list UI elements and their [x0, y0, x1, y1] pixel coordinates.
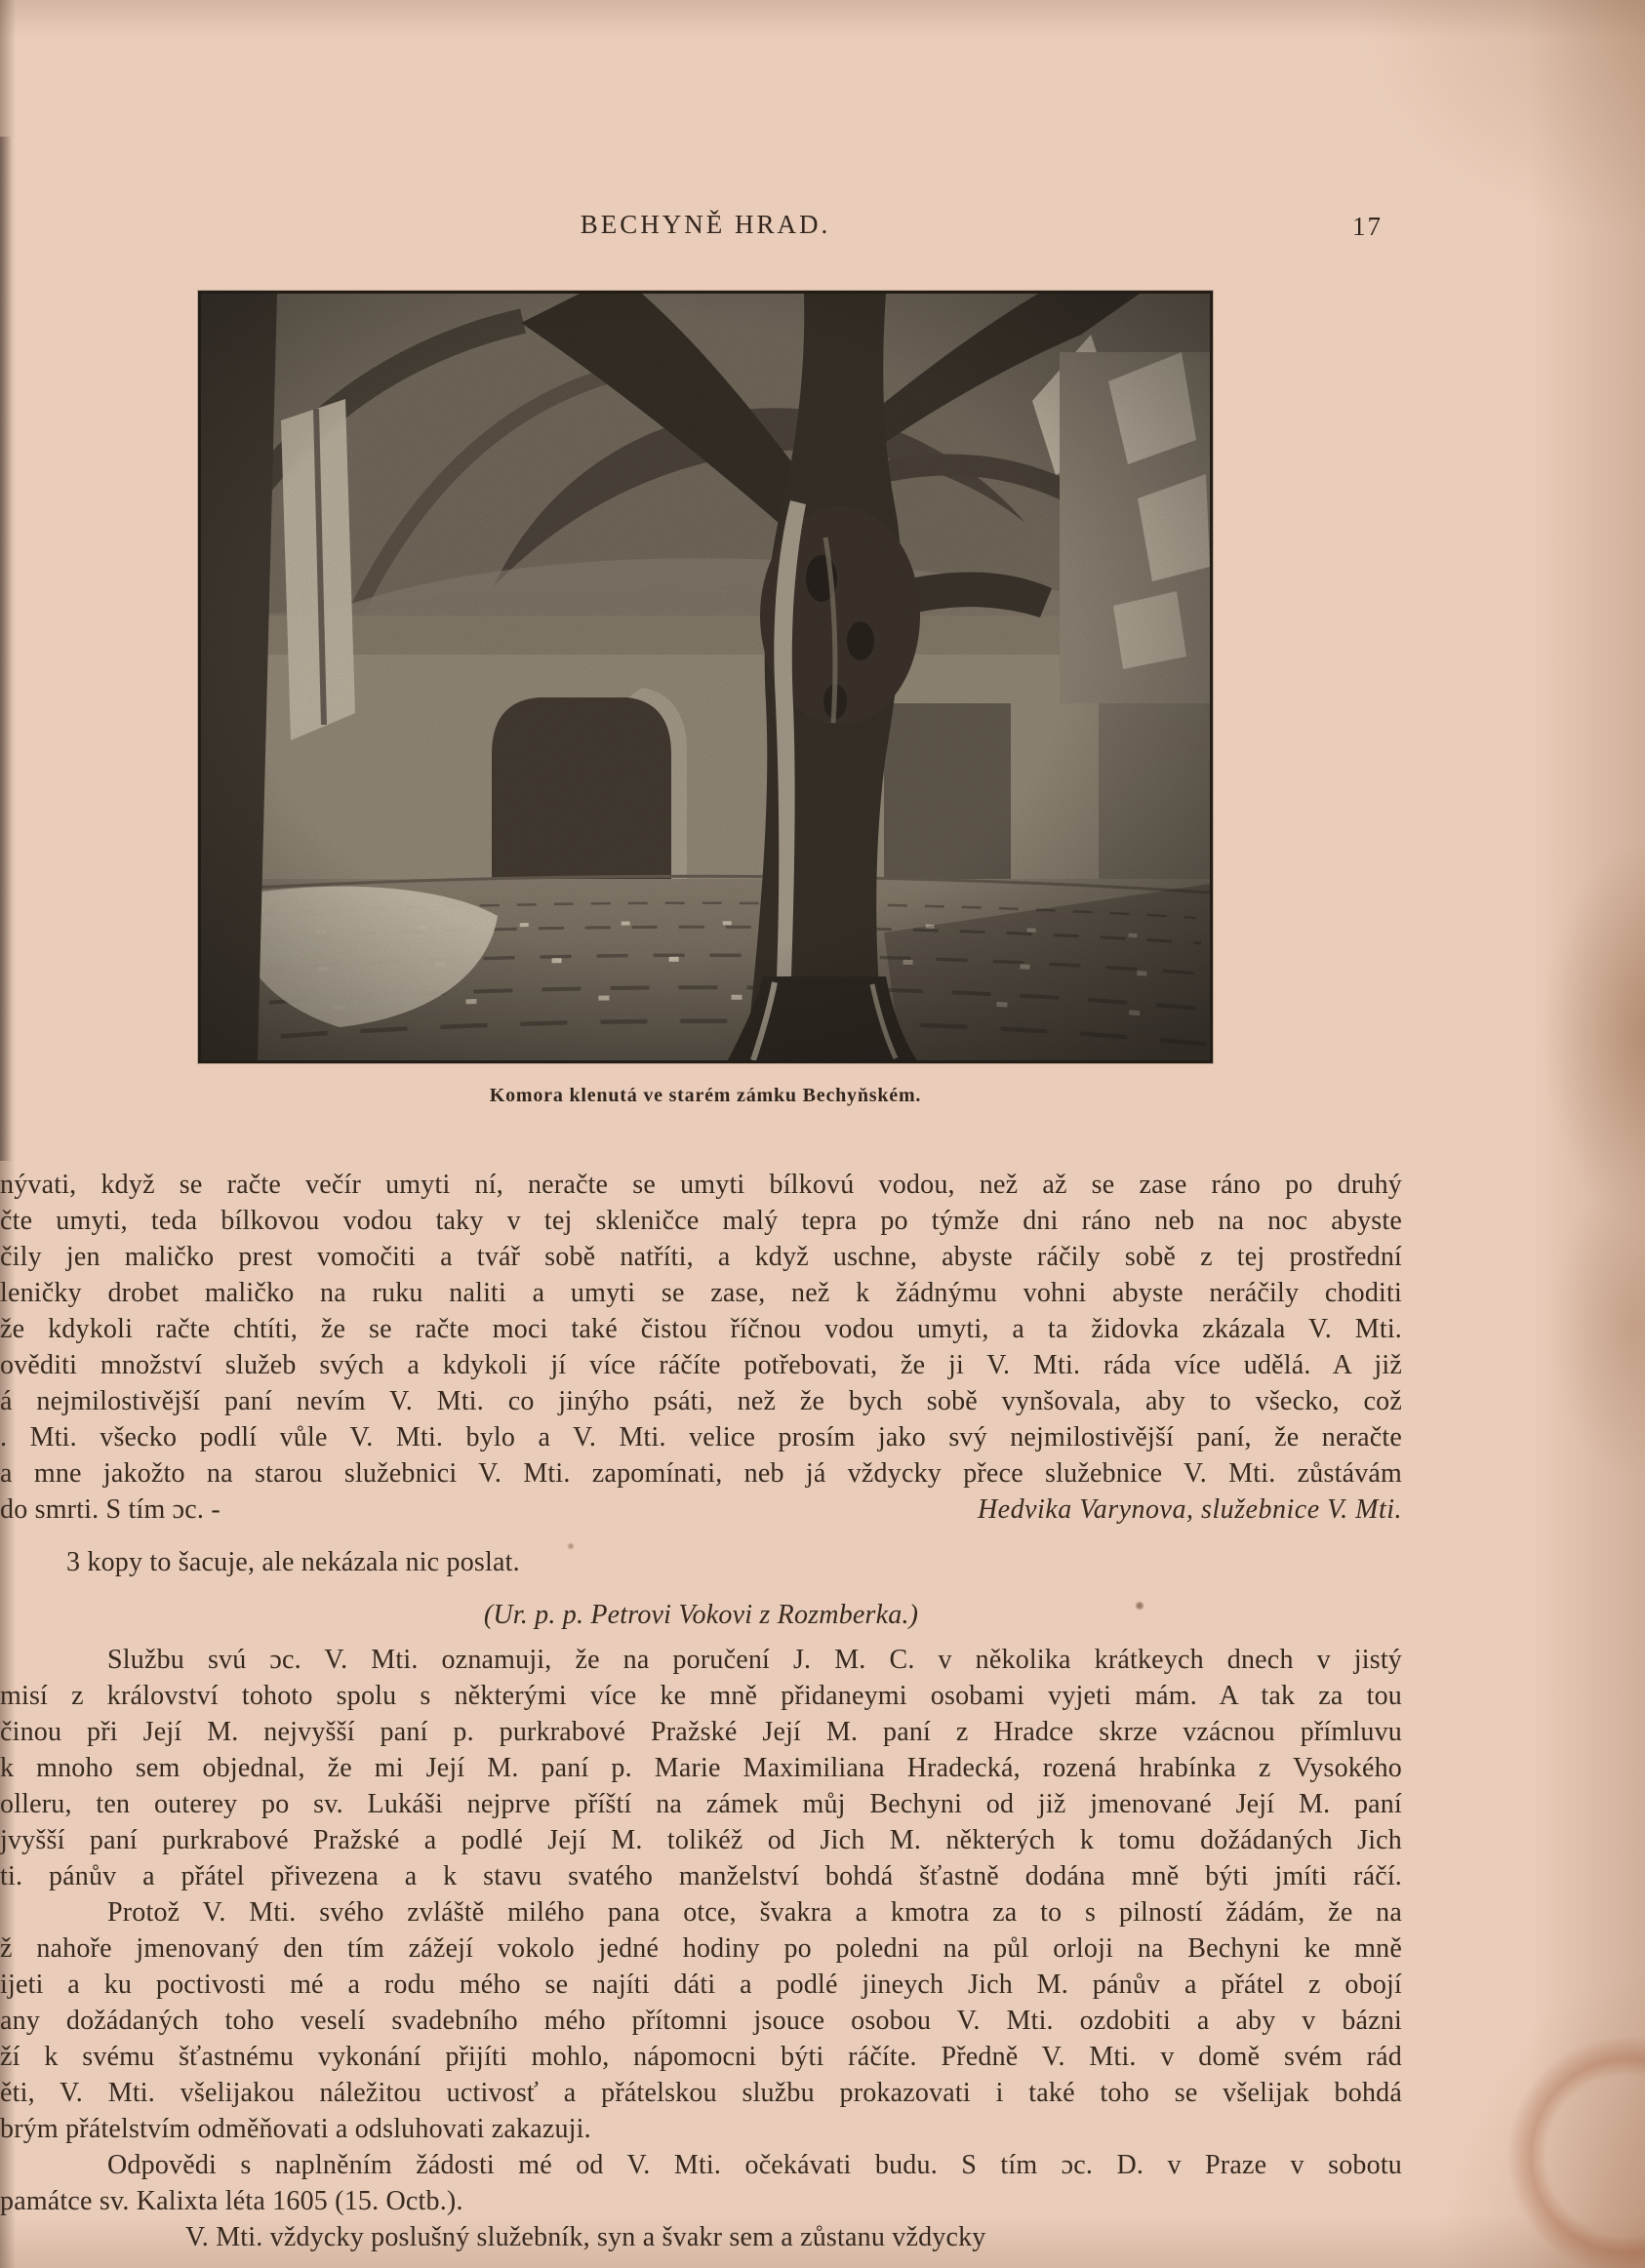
text-line-28: památce sv. Kalixta léta 1605 (15. Octb.).	[0, 2186, 463, 2216]
text-line-18: jvyšší paní purkrabové Pražské a podlé Její M. tolikéž od Jich M. některých k tomu dožádaných Jich	[0, 1825, 1402, 1855]
text-line-1: nývati, když se račte večír umyti ní, neračte se umyti bílkovú vodou, než až se zase ráno po druhý	[0, 1170, 1402, 1200]
text-line-16: k mnoho sem objednal, že mi Její M. paní p. Marie Maximiliana Hradecká, rozená hrabínka z Vysokého	[0, 1753, 1402, 1783]
text-line-2: čte umyti, teda bílkovou vodou taky v tej skleničce malý tepra po týmže dni ráno neb na noc abyste	[0, 1206, 1402, 1236]
text-line-23: any dožádaných toho veselí svadebního mého přítomni jsouce osobou V. Mti. ozdobiti a aby v bázni	[0, 2006, 1402, 2036]
closing-phrase: do smrti. S tím ɔc. -	[0, 1494, 221, 1525]
text-line-26: brým přátelstvím odměňovati a odsluhovati zakazuji.	[0, 2114, 591, 2144]
text-line-11: 3 kopy to šacuje, ale nekázala nic poslat.	[66, 1547, 520, 1577]
figure-caption: Komora klenutá ve starém zámku Bechyňském.	[489, 1085, 922, 1106]
text-line-20: Protož V. Mti. svého zvláště milého pana otce, švakra a kmotra za to s pilností žádám, že na	[107, 1897, 1402, 1928]
text-line-21: ž nahoře jmenovaný den tím zážejí vokolo jedné hodiny po poledni na půl orloji na Bechyni ke mně	[0, 1933, 1402, 1964]
page-header-title: BECHYNĚ HRAD.	[580, 210, 831, 239]
text-line-22: ijeti a ku poctivosti mé a rodu mého se najíti dáti a podlé jineych Jich M. pánův a přátel z obojí	[0, 1970, 1402, 2000]
text-line-29: V. Mti. vždycky poslušný služebník, syn a švakr sem a zůstanu vždycky	[185, 2222, 986, 2252]
text-line-7: á nejmilostivější paní nevím V. Mti. co jinýho psáti, než že bych sobě vynšovala, aby to všecko, což	[0, 1386, 1402, 1416]
text-line-27: Odpovědi s naplněním žádosti mé od V. Mti. očekávati budu. S tím ɔc. D. v Praze v sobotu	[107, 2150, 1402, 2180]
body-text	[0, 1167, 1402, 2255]
figure-frame	[198, 291, 1213, 1063]
text-line-19: ti. pánův a přátel přivezena a k stavu svatého manželství bohdá šťastně dodána mně býti jmíti ráčí.	[0, 1861, 1402, 1891]
text-line-5: že kdykoli račte chtíti, že se račte moci také čistou říčnou vodou umyti, a ta židovka zkázala V. Mti.	[0, 1314, 1402, 1344]
text-line-3: čily jen maličko prest vomočiti a tvář sobě natříti, a když uschne, abyste ráčily sobě z tej prostřední	[0, 1242, 1402, 1272]
text-line-6: ověditi množství služeb svých a kdykoli jí více ráčíte potřebovati, že ji V. Mti. ráda více udělá. A již	[0, 1350, 1402, 1380]
page-number: 17	[1352, 212, 1383, 241]
text-line-4: leničky drobet maličko na ruku naliti a umyti se zase, než k žádnýmu vohni abyste neráčily choditi	[0, 1278, 1402, 1308]
text-line-12: (Ur. p. p. Petrovi Vokovi z Rozmberka.)	[483, 1600, 919, 1630]
text-line-13: Službu svú ɔc. V. Mti. oznamuji, že na poručení J. M. C. v několika krátkeych dnech v jistý	[107, 1645, 1402, 1675]
signature: Hedvika Varynova, služebnice V. Mti.	[977, 1494, 1402, 1525]
text-line-25: ěti, V. Mti. všelijakou náležitou uctivosť a přátelskou službu prokazovati i také toho se všelijak bohdá	[0, 2078, 1402, 2108]
text-line-24: ží k svému šťastnému vykonání přijíti mohlo, nápomocni býti ráčíte. Předně V. Mti. v domě svém rád	[0, 2042, 1402, 2072]
text-line-15: činou při Její M. nejvyšší paní p. purkrabové Pražské Její M. paní z Hradce skrze vzácnou přímluvu	[0, 1717, 1402, 1747]
text-line-10	[0, 1492, 1402, 1528]
text-line-9: a mne jakožto na starou služebnici V. Mti. zapomínati, neb já vždycky přece služebnice V. Mti. zůstávám	[0, 1458, 1402, 1489]
text-line-17: olleru, ten outerey po sv. Lukáši nejprve příští na zámek můj Bechyni od již jmenované Její M. paní	[0, 1789, 1402, 1819]
text-line-8: . Mti. všecko podlí vůle V. Mti. bylo a V. Mti. velice prosím jako svý nejmilostivější paní, že neračte	[0, 1422, 1402, 1452]
text-line-14: misí z království tohoto spolu s některými více ke mně přidaneymi osobami vyjeti mám. A tak za tou	[0, 1681, 1402, 1711]
chamber-illustration	[201, 294, 1210, 1060]
